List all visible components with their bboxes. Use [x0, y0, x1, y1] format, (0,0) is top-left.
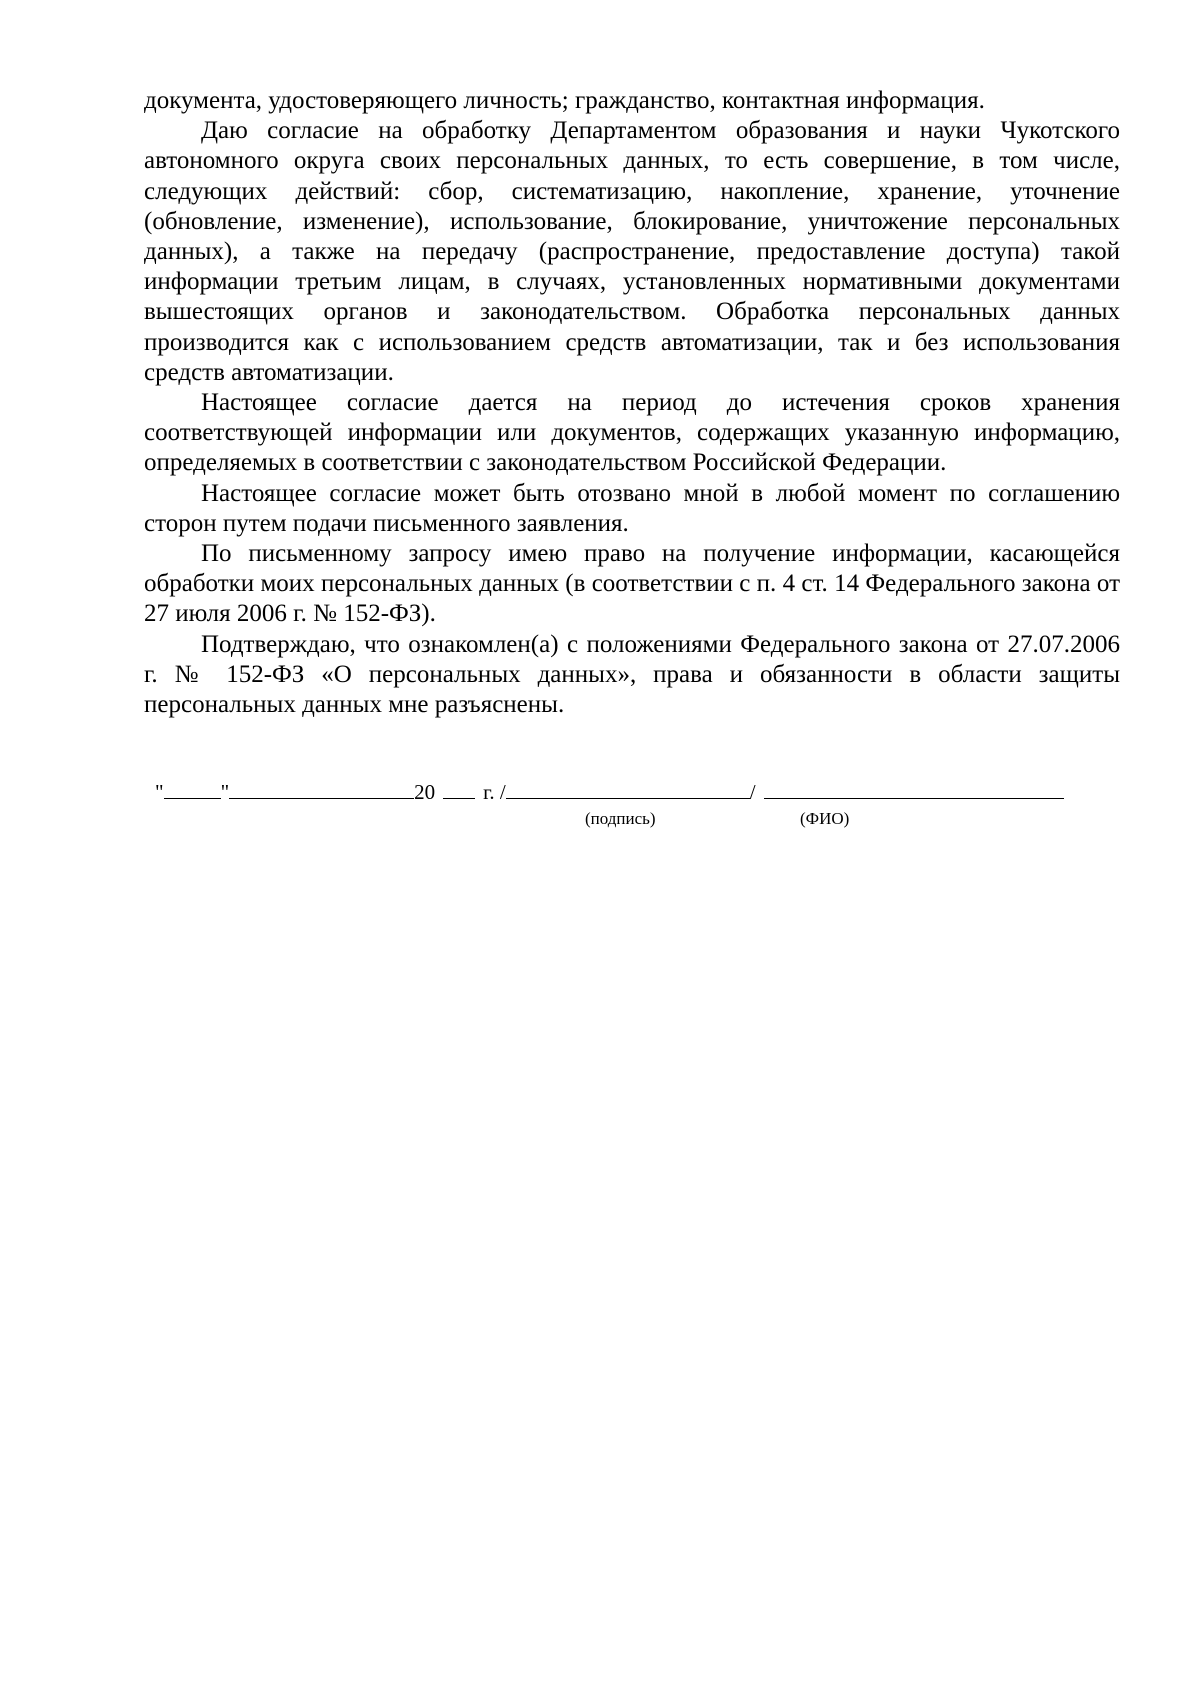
- signature-line: [155, 779, 1064, 804]
- field-separator: /: [749, 780, 756, 804]
- paragraph-information-right: По письменному запросу имею право на получение информации, касающейся обработки моих персональных данных (в соответствии с п. 4 ст. 14 Федерального закона от 27 июля 2006 г. № 152-ФЗ).: [144, 540, 1120, 628]
- day-field[interactable]: [164, 779, 221, 799]
- paragraph-continuation: документа, удостоверяющего личность; гражданство, контактная информация.: [144, 87, 985, 114]
- paragraph-consent-revocation: Настоящее согласие может быть отозвано мной в любой момент по соглашению сторон путем подачи письменного заявления.: [144, 479, 1120, 537]
- paragraph-consent-period: Настоящее согласие дается на период до истечения сроков хранения соответствующей информации или документов, содержащих указанную информацию, определяемых в соответствии с законодательством Российской Федерации.: [144, 389, 1120, 477]
- year-field[interactable]: [443, 779, 475, 799]
- year-suffix: г. /: [483, 780, 506, 804]
- full-name-field[interactable]: [764, 779, 1064, 799]
- date-quote-close: ": [220, 780, 230, 804]
- signature-field[interactable]: [506, 779, 750, 799]
- paragraph-acknowledgement: Подтверждаю, что ознакомлен(а) с положениями Федерального закона от 27.07.2006 г. № 152-ФЗ «О персональных данных», права и обязанности в области защиты персональных данных мне разъяснены.: [144, 630, 1120, 719]
- signature-caption: (подпись): [585, 809, 656, 828]
- date-quote-open: ": [155, 780, 164, 804]
- year-prefix: 20: [414, 780, 436, 804]
- consent-text: [144, 86, 1120, 720]
- full-name-caption: (ФИО): [800, 809, 850, 828]
- month-field[interactable]: [229, 779, 414, 799]
- paragraph-consent-processing: Даю согласие на обработку Департаментом образования и науки Чукотского автономного округа своих персональных данных, то есть совершение, в том числе, следующих действий: сбор, систематизацию, накопление, хранение, уточнение (обновление, изменение), использование, блокирование, уничтожение персональных данных), а также на передачу (распространение, предоставление доступа) такой информации третьим лицам, в случаях, установленных нормативными документами вышестоящих органов и законодательством. Обработка персональных данных производится как с использованием средств автоматизации, так и без использования средств автоматизации.: [144, 117, 1120, 386]
